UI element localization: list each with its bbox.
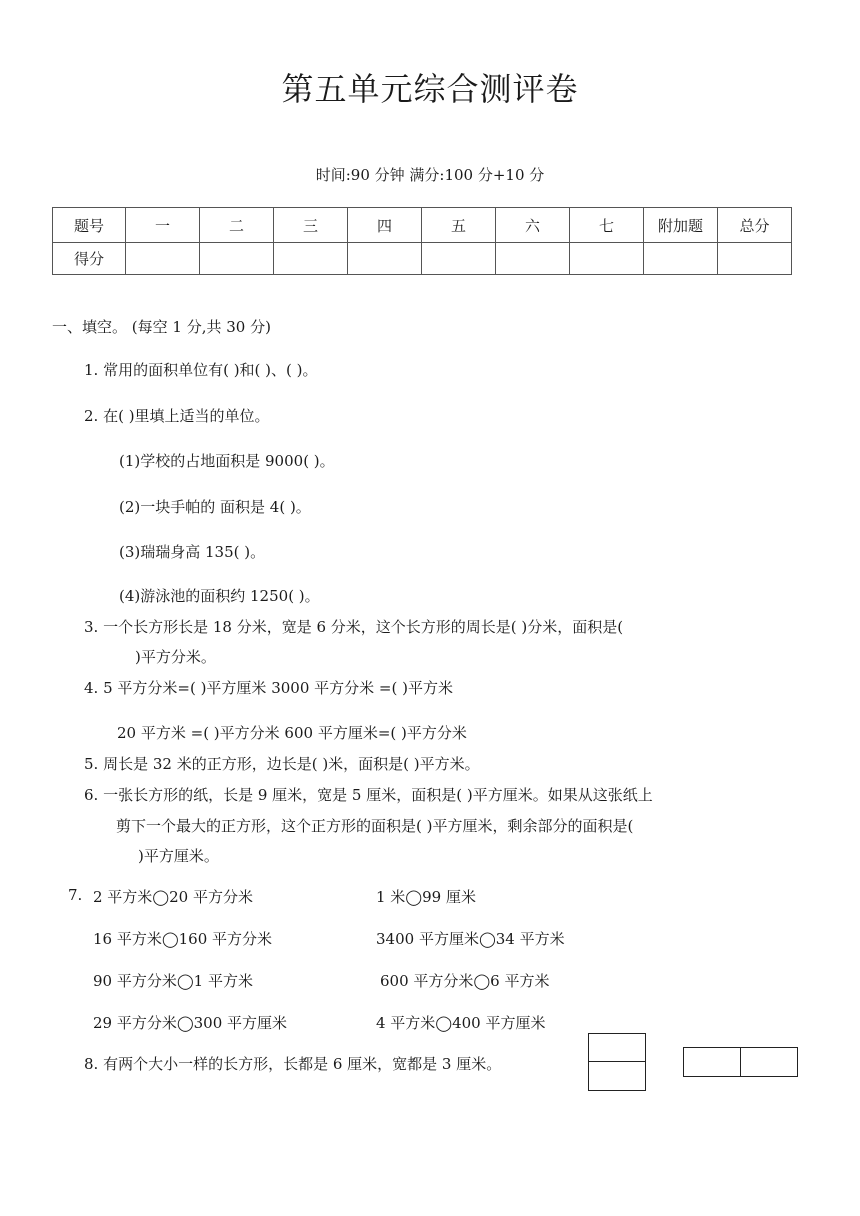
table-header-cell: 附加题 (644, 208, 718, 243)
question-3-line-2: )平方分米。 (135, 648, 216, 666)
compare-item: 2 平方米◯20 平方分米 (93, 888, 253, 906)
score-cell[interactable] (570, 243, 644, 275)
score-cell[interactable] (200, 243, 274, 275)
question-2-part-1: (1)学校的占地面积是 9000( )。 (119, 452, 335, 470)
exam-info: 时间:90 分钟 满分:100 分+10 分 (315, 166, 545, 184)
score-table-header-row (53, 208, 792, 243)
question-4-line-2: 20 平方米 =( )平方分米 600 平方厘米=( )平方分米 (117, 724, 467, 742)
question-6-line-3: )平方厘米。 (138, 847, 219, 865)
compare-item: 90 平方分米◯1 平方米 (93, 972, 253, 990)
table-header-cell: 七 (570, 208, 644, 243)
stacked-rectangles-diagram (588, 1033, 646, 1091)
page-title: 第五单元综合测评卷 (281, 70, 579, 108)
table-header-cell: 六 (496, 208, 570, 243)
compare-item: 16 平方米◯160 平方分米 (93, 930, 273, 948)
table-header-cell: 题号 (53, 208, 126, 243)
question-7-number: 7. (68, 886, 83, 904)
compare-item: 600 平方分米◯6 平方米 (380, 972, 550, 990)
divider-line (740, 1048, 741, 1076)
table-header-cell: 总分 (718, 208, 792, 243)
score-cell[interactable] (644, 243, 718, 275)
compare-item: 4 平方米◯400 平方厘米 (376, 1014, 546, 1032)
score-cell[interactable] (718, 243, 792, 275)
question-8: 8. 有两个大小一样的长方形，长都是 6 厘米，宽都是 3 厘米。 (84, 1055, 502, 1073)
question-2-part-3: (3)瑞瑞身高 135( )。 (119, 543, 266, 561)
table-header-cell: 二 (200, 208, 274, 243)
question-4-line-1: 4. 5 平方分米=( )平方厘米 3000 平方分米 =( )平方米 (84, 679, 453, 697)
question-2-part-4: (4)游泳池的面积约 1250( )。 (119, 587, 320, 605)
score-table-score-row (53, 243, 792, 275)
question-2-part-2: (2)一块手帕的 面积是 4( )。 (119, 498, 311, 516)
score-cell[interactable] (348, 243, 422, 275)
table-header-cell: 一 (126, 208, 200, 243)
compare-item: 3400 平方厘米◯34 平方米 (376, 930, 565, 948)
side-by-side-rectangles-diagram (683, 1047, 798, 1077)
score-cell[interactable] (126, 243, 200, 275)
compare-item: 1 米◯99 厘米 (376, 888, 476, 906)
question-6-line-1: 6. 一张长方形的纸，长是 9 厘米，宽是 5 厘米，面积是( )平方厘米。如果从这张纸上 (84, 786, 653, 804)
question-2: 2. 在( )里填上适当的单位。 (84, 407, 270, 425)
table-header-cell: 四 (348, 208, 422, 243)
score-cell[interactable] (496, 243, 570, 275)
compare-item: 29 平方分米◯300 平方厘米 (93, 1014, 288, 1032)
question-1: 1. 常用的面积单位有( )和( )、( )。 (84, 361, 318, 379)
score-table (52, 207, 792, 275)
divider-line (589, 1061, 645, 1062)
table-header-cell: 三 (274, 208, 348, 243)
score-cell[interactable] (422, 243, 496, 275)
question-3-line-1: 3. 一个长方形长是 18 分米，宽是 6 分米，这个长方形的周长是( )分米，面积是( (84, 618, 624, 636)
section-heading: 一、填空。 (每空 1 分,共 30 分) (52, 318, 271, 336)
question-5: 5. 周长是 32 米的正方形，边长是( )米，面积是( )平方米。 (84, 755, 480, 773)
table-header-cell: 五 (422, 208, 496, 243)
score-cell[interactable] (274, 243, 348, 275)
table-row-label: 得分 (53, 243, 126, 275)
question-6-line-2: 剪下一个最大的正方形，这个正方形的面积是( )平方厘米，剩余部分的面积是( (116, 817, 634, 835)
